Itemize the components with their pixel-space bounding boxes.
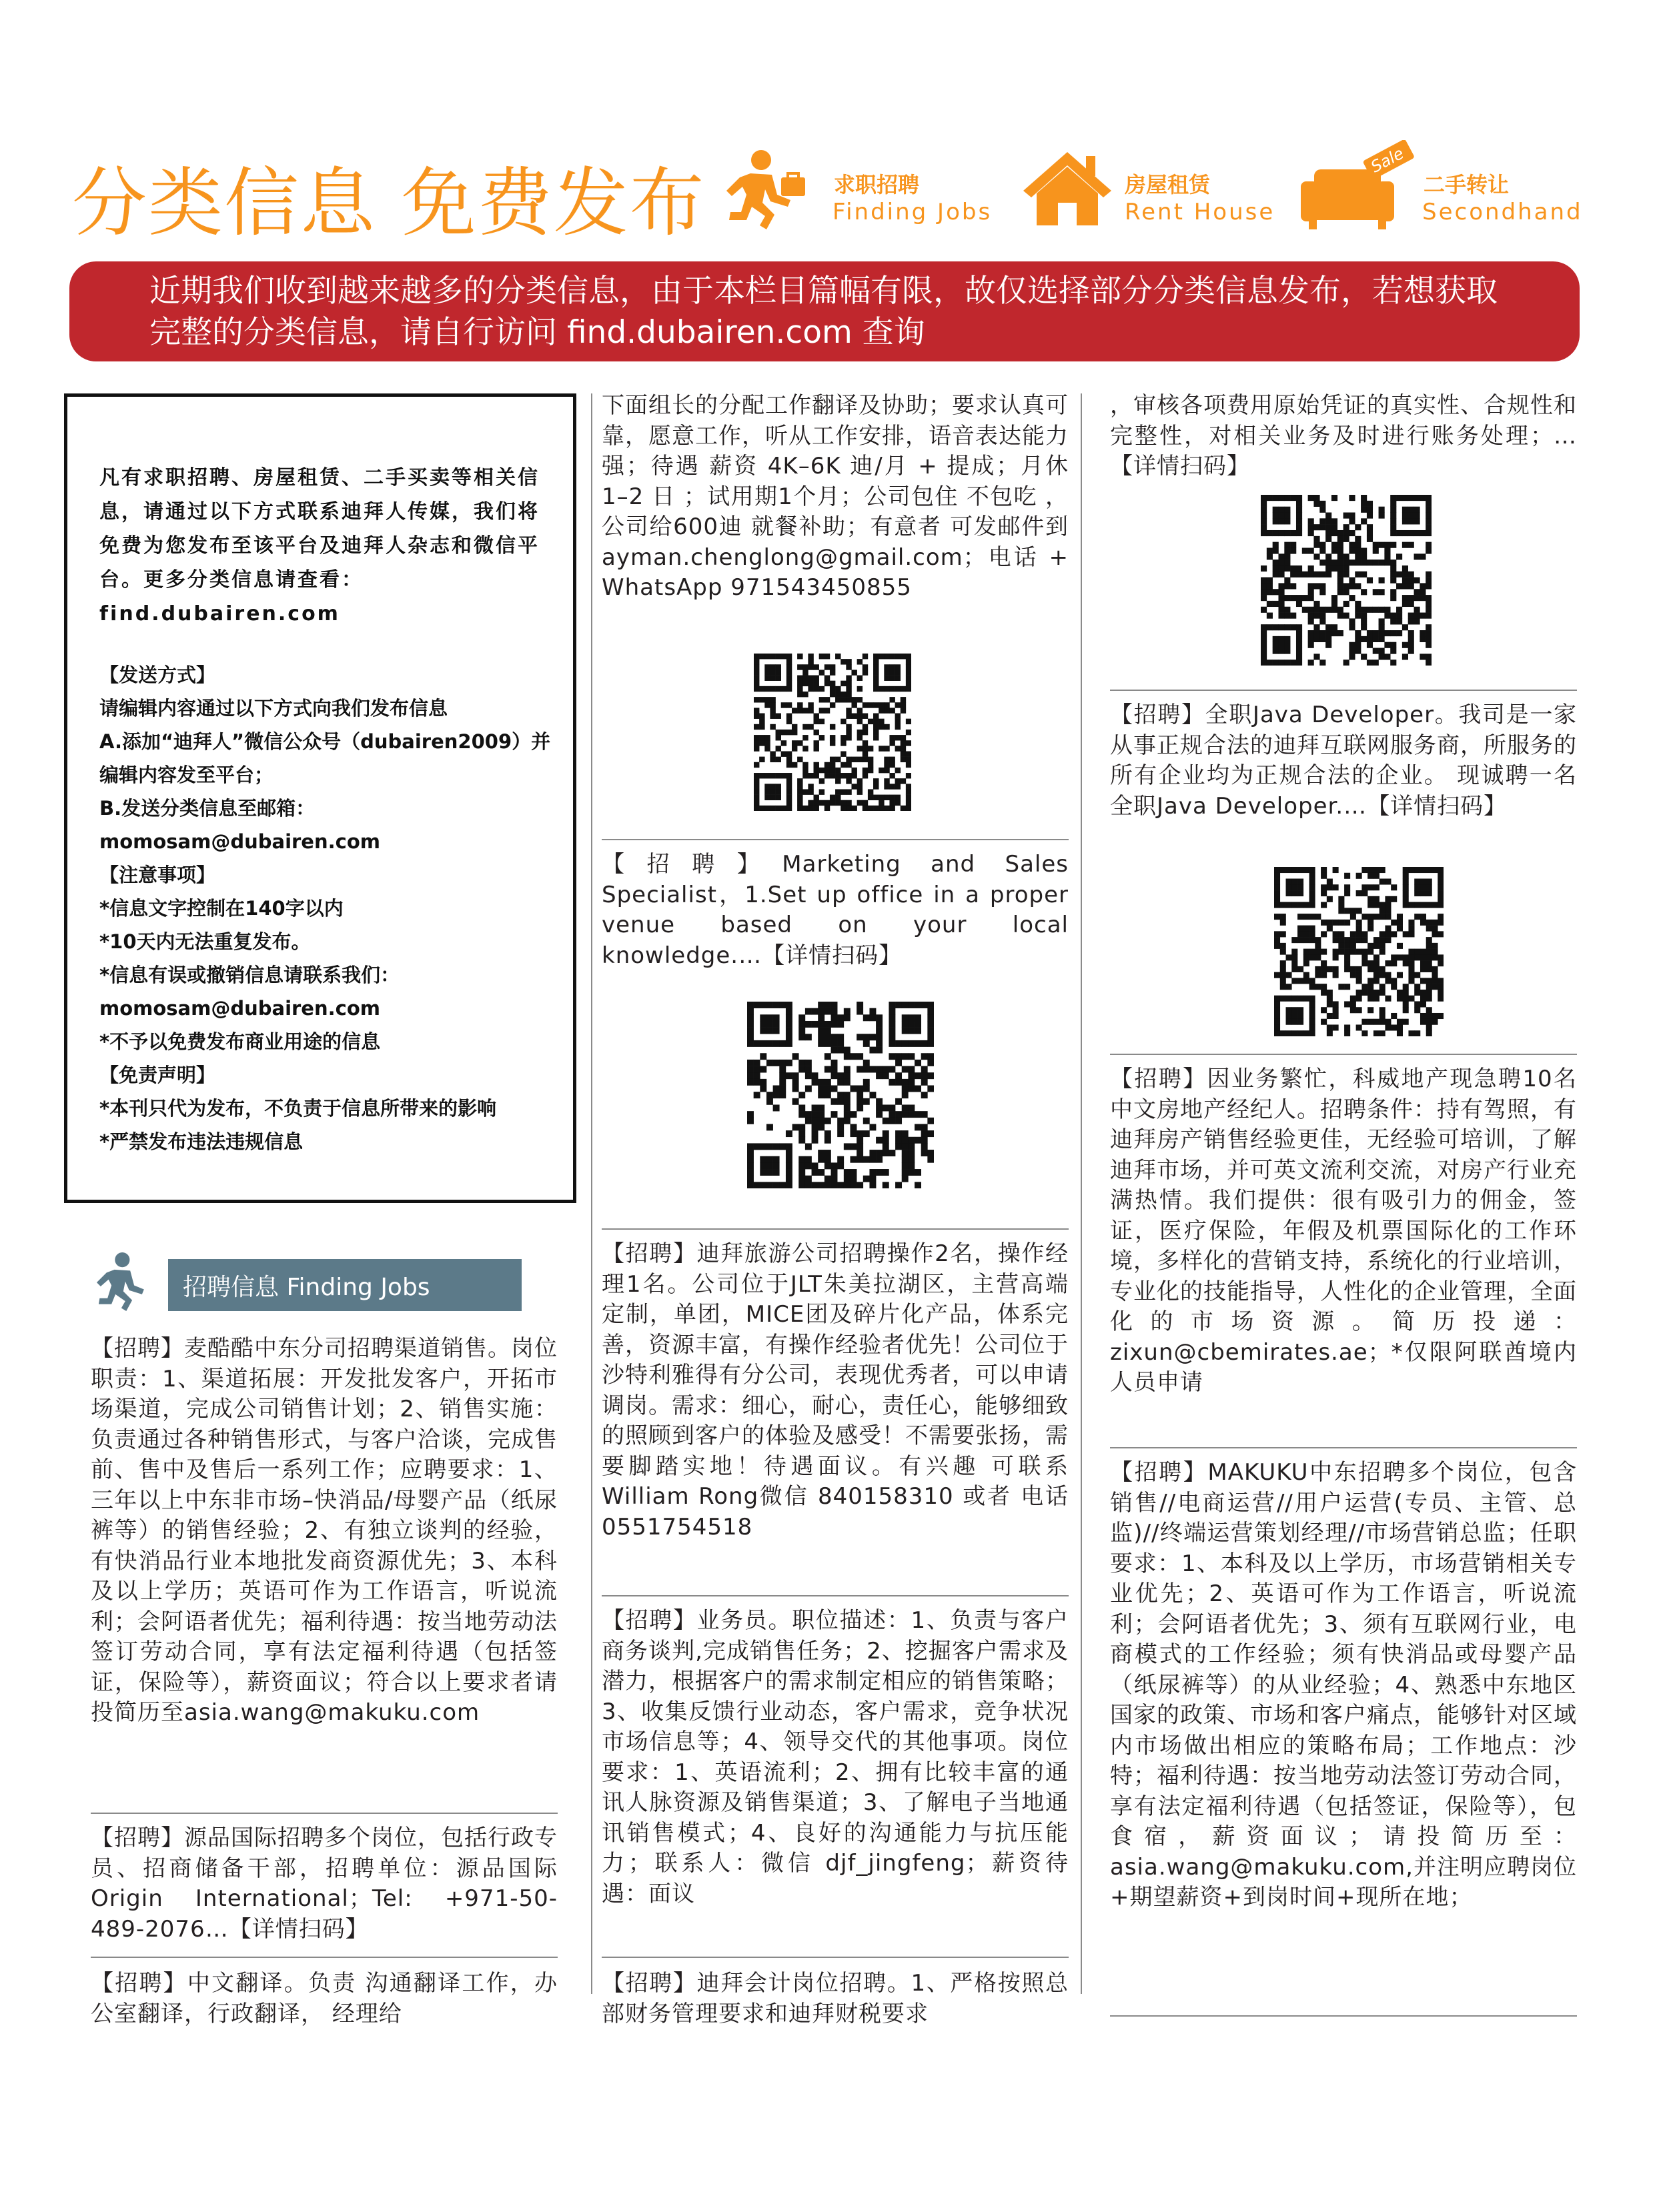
sofa-sale-icon — [1301, 140, 1418, 233]
notice-line: 【注意事项】 — [99, 864, 216, 886]
qr-code-graphic — [747, 1002, 934, 1188]
listing-makuku-multiple: 【招聘】MAKUKU中东招聘多个岗位，包含销售//电商运营//用户运营(专员、主管、总监)//终端运营策划经理//市场营销总监；任职要求：1、本科及以上学历，市场营销相关专业优先；2、英语可作为工作语言，听说流利；会阿语者优先；3、须有互联网行业，电商模式的工作经验；须有快消品或母婴产品（纸尿裤等）的从业经验；4、熟悉中东地区国家的政策、市场和客户痛点，能够针对区域内市场做出相应的策略布局；工作地点：沙特；福利待遇：按当地劳动法签订劳动合同，享有法定福利待遇（包括签证，保险等），包食宿，薪资面议；请投简历至：asia.wang@makuku.com,并注明应聘岗位+期望薪资+到岗时间+现所在地； — [1110, 1459, 1577, 1911]
notice-line: *本刊只代为发布，不负责于信息所带来的影响 — [99, 1097, 497, 1120]
listing-divider — [91, 1957, 558, 1958]
qr-code[interactable] — [754, 654, 911, 811]
listing-origin-international: 【招聘】源品国际招聘多个岗位，包括行政专员、招商储备干部，招聘单位：源品国际 Origin International；Tel: +971-50-489-2076…【详情扫码】 — [91, 1825, 558, 1943]
qr-code-graphic — [1261, 495, 1432, 666]
listing-translator-continued: 下面组长的分配工作翻译及协助；要求认真可靠，愿意工作，听从工作安排，语音表达能力强；待遇 薪资 4K–6K 迪/月 + 提成；月休 1–2 日 ；试用期1个月；公司包住 不包吃 ， 公司给600迪 就餐补助；有意者 可发邮件到 ayman.chenglong@gmail.com；电话 + WhatsApp 971543450855 — [602, 392, 1069, 601]
listing-divider — [602, 1228, 1069, 1230]
qr-code[interactable] — [1261, 495, 1432, 666]
listing-java-developer: 【招聘】全职Java Developer。我司是一家从事正规合法的迪拜互联网服务商，所服务的所有企业均为正规合法的企业。 现诚聘一名全职Java Developer.…【详情扫码】 — [1110, 702, 1577, 820]
listing-accountant-continued: ，审核各项费用原始凭证的真实性、合规性和完整性，对相关业务及时进行账务处理；…【详情扫码】 — [1110, 392, 1577, 479]
notice-intro: 凡有求职招聘、房屋租赁、二手买卖等相关信息，请通过以下方式联系迪拜人传媒，我们将免费为您发布至该平台及迪拜人杂志和微信平台。更多分类信息请查看：find.dubairen.com — [99, 466, 540, 626]
listing-divider — [1110, 1054, 1577, 1055]
notice-line: A.添加“迪拜人”微信公众号（dubairen2009）并编辑内容发至平台； — [99, 730, 551, 786]
qr-code-graphic — [754, 654, 911, 811]
column-divider — [1081, 393, 1082, 1994]
house-icon — [1021, 149, 1114, 228]
listing-travel-agency: 【招聘】迪拜旅游公司招聘操作2名，操作经理1名。公司位于JLT朱美拉湖区，主营高端定制，单团，MICE团及碎片化产品，体系完善，资源丰富，有操作经验者优先！公司位于沙特利雅得有分公司，表现优秀者，可以申请调岗。需求：细心，耐心，责任心，能够细致的照顾到客户的体验及感受！不需要张扬，需要脚踏实地！待遇面议。有兴趣 可联系William Rong微信 840158310 或者 电话 0551754518 — [602, 1240, 1069, 1540]
notice-line: 【免责声明】 — [99, 1064, 216, 1086]
category-label-cn: 求职招聘 — [834, 172, 920, 197]
category-label-en: Finding Jobs — [833, 199, 993, 225]
notice-line: *10天内无法重复发布。 — [99, 930, 311, 953]
info-banner — [69, 261, 1580, 361]
notice-box — [64, 393, 576, 1203]
qr-code[interactable] — [1274, 867, 1444, 1036]
column-divider — [591, 393, 592, 1994]
listing-salesperson: 【招聘】业务员。职位描述：1、负责与客户商务谈判,完成销售任务；2、挖掘客户需求及潜力，根据客户的需求制定相应的销售策略；3、收集反馈行业动态，客户需求，竞争状况市场信息等；4、领导交代的其他事项。岗位要求：1、英语流利；2、拥有比较丰富的通讯人脉资源及销售渠道；3、了解电子当地通讯销售模式；4、良好的沟通能力与抗压能力；联系人：微信 djf_jingfeng；薪资待遇：面议 — [602, 1607, 1069, 1907]
notice-line: *严禁发布违法违规信息 — [99, 1130, 304, 1153]
listing-divider — [602, 839, 1069, 840]
notice-line: 【发送方式】 — [99, 664, 216, 686]
listing-divider — [1110, 690, 1577, 691]
category-finding-jobs[interactable] — [724, 145, 991, 232]
listing-divider — [602, 1595, 1069, 1596]
listing-divider — [91, 1813, 558, 1814]
notice-email[interactable]: momosam@dubairen.com — [99, 997, 380, 1020]
listing-accountant: 【招聘】迪拜会计岗位招聘。1、严格按照总部财务管理要求和迪拜财税要求 — [602, 1970, 1069, 2027]
notice-line: *不予以免费发布商业用途的信息 — [99, 1030, 381, 1053]
listing-real-estate-agent: 【招聘】因业务繁忙，科威地产现急聘10名中文房地产经纪人。招聘条件：持有驾照，有迪拜房产销售经验更佳，无经验可培训，了解迪拜市场，并可英文流利交流，对房产行业充满热情。我们提供：很有吸引力的佣金，签证，医疗保险，年假及机票国际化的工作环境，多样化的营销支持，系统化的行业培训，专业化的技能指导，人性化的企业管理，全面化的市场资源。简历投递：zixun@cbemirates.ae；*仅限阿联酋境内人员申请 — [1110, 1066, 1577, 1396]
category-secondhand[interactable] — [1301, 133, 1594, 233]
notice-line: B.发送分类信息至邮箱： — [99, 797, 316, 820]
notice-email[interactable]: momosam@dubairen.com — [99, 830, 380, 853]
category-label-cn: 二手转让 — [1424, 172, 1510, 197]
sale-tag: Sale — [1367, 143, 1407, 177]
category-label-en: Secondhand — [1422, 199, 1583, 225]
listing-chinese-translator: 【招聘】中文翻译。负责 沟通翻译工作，办公室翻译，行政翻译， 经理给 — [91, 1970, 558, 2027]
section-label: 招聘信息 Finding Jobs — [183, 1274, 430, 1301]
category-rent-house[interactable] — [1021, 145, 1287, 232]
running-man-icon — [724, 148, 810, 231]
category-label-en: Rent House — [1125, 199, 1275, 225]
qr-code-graphic — [1274, 867, 1444, 1036]
qr-code[interactable] — [747, 1002, 934, 1188]
listing-marketing-sales-specialist: 【招聘】Marketing and Sales Specialist，1.Set up office in a proper venue based on your local knowledge.…【详情扫码】 — [602, 851, 1069, 969]
notice-line: *信息有误或撤销信息请联系我们： — [99, 964, 400, 986]
listing-divider — [1110, 1447, 1577, 1448]
category-label-cn: 房屋租赁 — [1125, 172, 1211, 197]
section-header — [168, 1259, 522, 1311]
listing-makuku-sales: 【招聘】麦酷酷中东分司招聘渠道销售。岗位职责：1、渠道拓展：开发批发客户，开拓市场渠道，完成公司销售计划；2、销售实施：负责通过各种销售形式，与客户洽谈，完成售前、售中及售后一系列工作；应聘要求：1、三年以上中东非市场–快消品/母婴产品（纸尿裤等）的销售经验；2、有独立谈判的经验，有快消品行业本地批发商资源优先；3、本科及以上学历；英语可作为工作语言，听说流利；会阿语者优先；福利待遇：按当地劳动法签订劳动合同，享有法定福利待遇（包括签证，保险等），薪资面议；符合以上要求者请投简历至asia.wang@makuku.com — [91, 1335, 558, 1726]
running-man-icon — [95, 1250, 159, 1314]
listing-divider — [1110, 2015, 1577, 2017]
page-title: 分类信息 免费发布 — [72, 160, 706, 247]
banner-text: 近期我们收到越来越多的分类信息，由于本栏目篇幅有限，故仅选择部分分类信息发布，若想获取完整的分类信息，请自行访问 find.dubairen.com 查询 — [149, 273, 1498, 351]
notice-line: 请编辑内容通过以下方式向我们发布信息 — [99, 697, 448, 720]
listing-divider — [602, 1957, 1069, 1958]
notice-line: *信息文字控制在140字以内 — [99, 897, 344, 920]
